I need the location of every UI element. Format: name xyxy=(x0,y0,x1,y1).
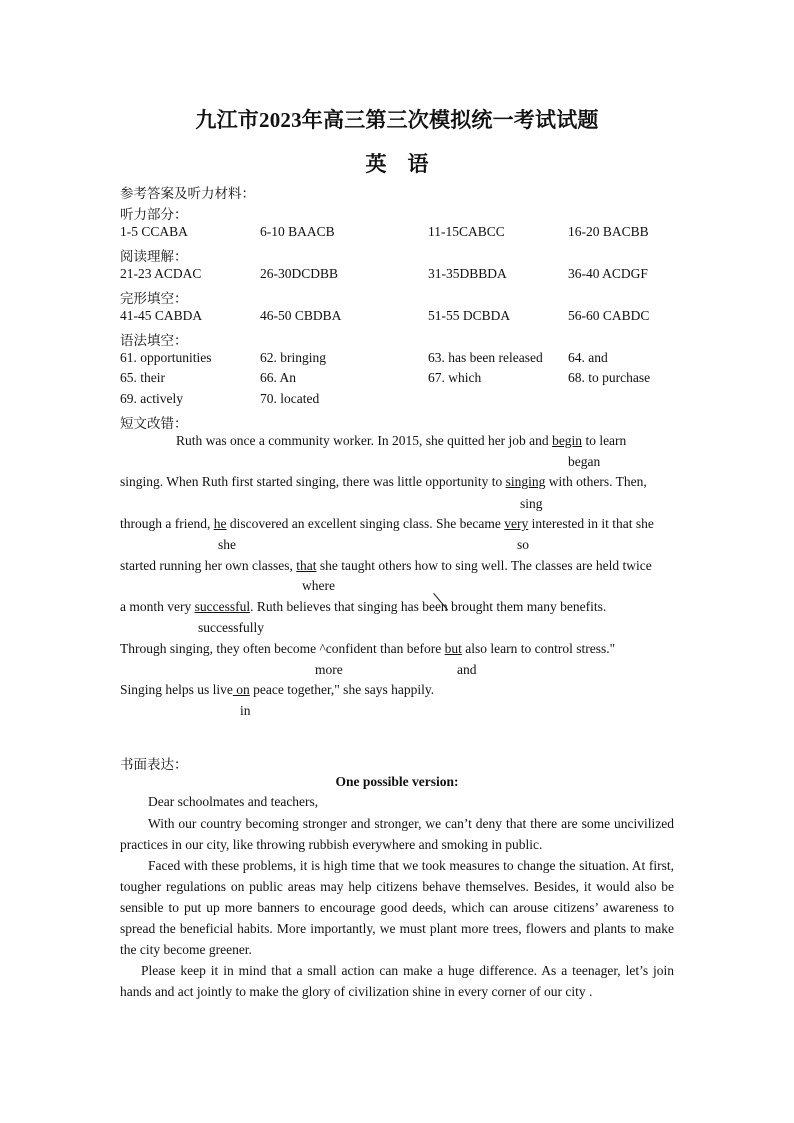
correction-line xyxy=(120,641,615,657)
correction-fix: in xyxy=(240,703,251,718)
answer-item: 61. opportunities xyxy=(120,350,212,365)
answer-item: 65. their xyxy=(120,370,165,385)
page-title: 九江市2023年高三第三次模拟统一考试试题 xyxy=(195,108,599,132)
answer-item: 1-5 CCABA xyxy=(120,224,188,239)
answer-item: 31-35DBBDA xyxy=(428,266,507,281)
answer-item: 26-30DCDBB xyxy=(260,266,339,281)
error-word: but xyxy=(444,641,462,656)
answer-item: 16-20 BACBB xyxy=(568,224,649,239)
correction-text: discovered an excellent singing class. She became xyxy=(226,516,505,531)
correction-line xyxy=(120,516,654,532)
essay-paragraph: Faced with these problems, it is high time that we took measures to change the situation. At first, tougher regulations on public areas may help citizens behave themselves. Besides, it would also be sensible to put up more banners to encourage good deeds, which can arouse citizens’ awareness to spread the beneficial habits. More importantly, we must plant more trees, flowers and plants to make the city become greener. xyxy=(120,858,674,957)
correction-text: a month very xyxy=(120,599,195,614)
correction-text: to learn xyxy=(582,433,627,448)
intro-label: 参考答案及听力材料： xyxy=(120,186,255,201)
answer-item: 64. and xyxy=(568,350,608,365)
answer-item: 51-55 DCBDA xyxy=(428,308,511,323)
correction-text: peace together," she says happily. xyxy=(249,682,435,697)
correction-line xyxy=(120,682,434,698)
answer-item: 68. to purchase xyxy=(568,370,651,385)
essay-salutation: Dear schoolmates and teachers, xyxy=(148,794,319,809)
correction-line xyxy=(120,599,606,615)
essay-paragraph: With our country becoming stronger and stronger, we can’t deny that there are some uncivilized practices in our city, like throwing rubbish everywhere and smoking in public. xyxy=(120,816,674,852)
error-word: successful xyxy=(194,599,251,614)
correction-fix: more xyxy=(315,662,343,677)
essay-paragraph: Please keep it in mind that a small action can make a huge difference. As a teenager, let’s join hands and act jointly to make the glory of civilization shine in every corner of our city . xyxy=(120,963,674,999)
correction-fix: successfully xyxy=(198,620,264,635)
correction-text: singing. When Ruth first started singing, there was little opportunity to xyxy=(120,474,506,489)
answer-item: 46-50 CBDBA xyxy=(260,308,342,323)
correction-fix: sing xyxy=(520,496,543,511)
subject-heading: 英 语 xyxy=(365,152,429,176)
answer-item: 66. An xyxy=(260,370,297,385)
correction-fix: she xyxy=(218,537,236,552)
answer-item: 56-60 CABDC xyxy=(568,308,650,323)
correction-text: with others. Then, xyxy=(545,474,647,489)
correction-fix: so xyxy=(517,537,530,552)
error-word: on xyxy=(232,682,250,697)
essay-heading: One possible version: xyxy=(335,774,459,789)
answer-item: 36-40 ACDGF xyxy=(568,266,648,281)
correction-label: 短文改错： xyxy=(120,416,188,431)
correction-text: also learn to control stress." xyxy=(461,641,616,656)
answer-item: 70. located xyxy=(260,391,320,406)
answer-item: 62. bringing xyxy=(260,350,326,365)
answer-item: 63. has been released xyxy=(428,350,543,365)
correction-fix: and xyxy=(457,662,477,677)
answer-item: 69. actively xyxy=(120,391,183,406)
grammar-label: 语法填空： xyxy=(120,333,188,348)
error-word: begin xyxy=(552,433,583,448)
correction-line xyxy=(176,433,626,449)
correction-text: she taught others how to sing well. The classes are held twice xyxy=(316,558,652,573)
correction-text: through a friend, xyxy=(120,516,214,531)
error-word: singing xyxy=(505,474,546,489)
writing-label: 书面表达： xyxy=(120,757,188,772)
answer-item: 11-15CABCC xyxy=(428,224,505,239)
error-word: he xyxy=(213,516,227,531)
correction-text: interested in it that she xyxy=(528,516,654,531)
cloze-label: 完形填空： xyxy=(120,291,188,306)
answer-item: 6-10 BAACB xyxy=(260,224,335,239)
answer-item: 67. which xyxy=(428,370,482,385)
correction-line xyxy=(120,558,652,574)
reading-label: 阅读理解： xyxy=(120,249,188,264)
correction-text: started running her own classes, xyxy=(120,558,297,573)
listening-label: 听力部分： xyxy=(120,207,188,222)
correction-text: Ruth was once a community worker. In 2015, she quitted her job and xyxy=(176,433,553,448)
error-word: that xyxy=(296,558,317,573)
correction-fix: began xyxy=(568,454,601,469)
error-word: very xyxy=(504,516,529,531)
answer-item: 21-23 ACDAC xyxy=(120,266,202,281)
correction-line xyxy=(120,474,647,490)
answer-item: 41-45 CABDA xyxy=(120,308,203,323)
correction-text: Singing helps us live xyxy=(120,682,233,697)
correction-text: . Ruth believes that singing has been brought them many benefits. xyxy=(250,599,607,614)
correction-fix: where xyxy=(302,578,335,593)
correction-text: Through singing, they often become ^confident than before xyxy=(120,641,445,656)
